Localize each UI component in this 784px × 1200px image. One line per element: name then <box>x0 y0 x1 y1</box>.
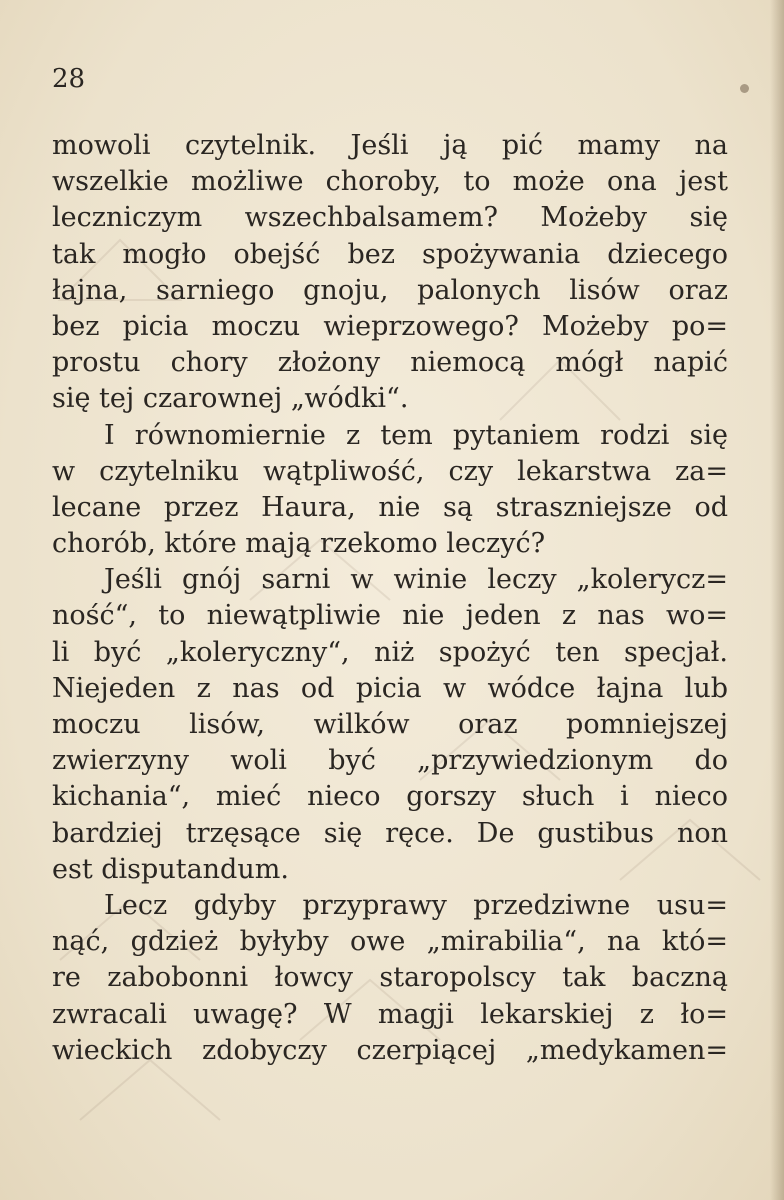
text-line: chorób, które mają rzekomo leczyć? <box>52 528 546 560</box>
text-line: leczniczym wszechbalsamem? Możeby się <box>52 202 728 234</box>
text-line: wszelkie możliwe choroby, to może ona jest <box>52 166 728 198</box>
text-line: bez picia moczu wieprzowego? Możeby po= <box>52 310 728 342</box>
text-line: lecane przez Haura, nie są straszniejsze od <box>52 491 728 523</box>
text-line: kichania“, mieć nieco gorszy słuch i nieco <box>52 781 728 813</box>
text-line: mowoli czytelnik. Jeśli ją pić mamy na <box>52 130 728 161</box>
text-line: I równomiernie z tem pytaniem rodzi się <box>104 419 728 451</box>
text-line: prostu chory złożony niemocą mógł napić <box>52 347 728 379</box>
text-line: łajna, sarniego gnoju, palonych lisów oraz <box>52 274 728 306</box>
text-line: się tej czarownej „wódki“. <box>52 383 409 415</box>
text-line: zwierzyny woli być „przywiedzionym do <box>52 745 728 777</box>
text-line: zwracali uwagę? W magji lekarskiej z ło= <box>52 998 728 1030</box>
text-line: li być „koleryczny“, niż spożyć ten specjał. <box>52 636 728 668</box>
text-line: tak mogło obejść bez spożywania dziecego <box>52 238 728 270</box>
text-line: bardziej trzęsące się ręce. De gustibus non <box>52 817 728 849</box>
body-text <box>52 128 728 1069</box>
ink-spot <box>740 84 749 93</box>
text-line: est disputandum. <box>52 853 289 885</box>
text-line: nąć, gdzież byłyby owe „mirabilia“, na któ= <box>52 926 728 958</box>
text-line: moczu lisów, wilków oraz pomniejszej <box>52 709 728 740</box>
text-line: w czytelniku wątpliwość, czy lekarstwa za= <box>52 455 728 487</box>
text-line: Lecz gdyby przyprawy przedziwne usu= <box>104 889 728 921</box>
text-line: Niejeden z nas od picia w wódce łajna lub <box>52 672 728 704</box>
text-line: re zabobonni łowcy staropolscy tak baczną <box>52 962 728 994</box>
text-line: ność“, to niewątpliwie nie jeden z nas wo= <box>52 600 728 632</box>
page-edge-shadow <box>770 0 784 1200</box>
text-line: wieckich zdobyczy czerpiącej „medykamen= <box>52 1034 728 1066</box>
page-number: 28 <box>52 64 86 94</box>
text-line: Jeśli gnój sarni w winie leczy „kolerycz= <box>104 564 728 596</box>
